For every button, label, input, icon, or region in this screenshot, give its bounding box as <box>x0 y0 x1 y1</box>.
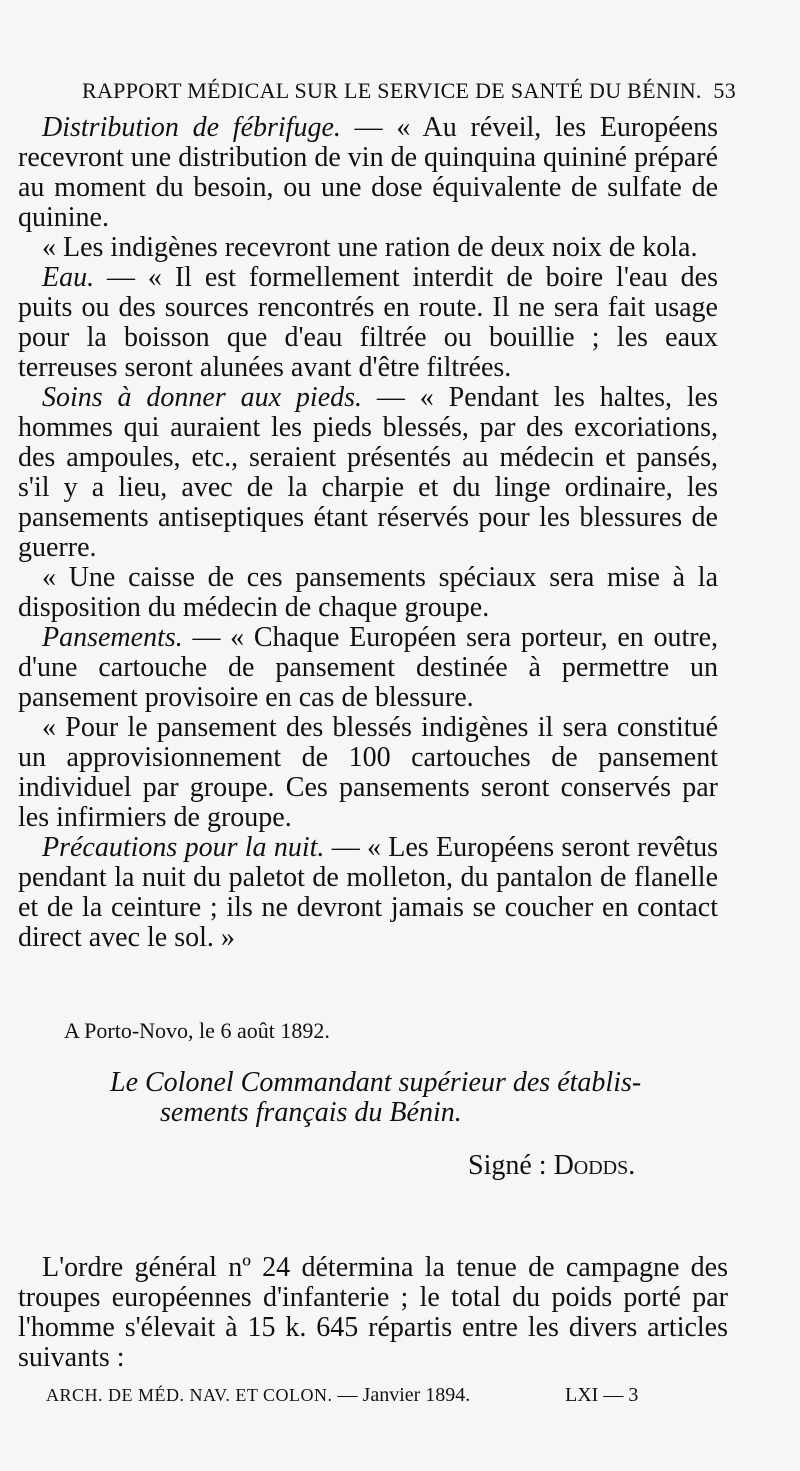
journal-name: ARCH. DE MÉD. NAV. ET COLON. <box>46 1385 333 1405</box>
paragraph <box>18 113 718 233</box>
paragraph <box>18 233 718 263</box>
paragraph <box>18 383 718 563</box>
page-footer <box>0 1384 800 1414</box>
paragraph-text: — « Il est formellement interdit de boire l'eau des puits ou des sources rencontrés en route. Il ne sera fait usage pour la boisson que d'eau filtrée ou bouillie ; les eaux terreuses seront alunées avant d'être filtrées. <box>18 262 718 383</box>
page-header <box>0 78 800 112</box>
paragraph <box>18 263 718 383</box>
paragraph-text: « Une caisse de ces pansements spéciaux sera mise à la disposition du médecin de chaque groupe. <box>18 562 718 623</box>
signed-name: Dodds. <box>553 1150 636 1181</box>
place-date: A Porto-Novo, le 6 août 1892. <box>64 1018 330 1043</box>
paragraph <box>18 623 718 713</box>
paragraph <box>18 563 718 623</box>
paragraph-text: — « Pendant les haltes, les hommes qui auraient les pieds blessés, par des excoriations, des ampoules, etc., seraient présentés au médecin et pansés, s'il y a lieu, avec de la charpie et du linge ordinaire, les pansements antiseptiques étant réservés pour les blessures de guerre. <box>18 382 718 563</box>
page-number: 53 <box>713 78 736 103</box>
paragraph-text: « Les indigènes recevront une ration de deux noix de kola. <box>42 232 698 263</box>
paragraph-text: — « Chaque Européen sera porteur, en outre, d'une cartouche de pansement destinée à permettre un pansement provisoire en cas de blessure. <box>18 622 718 713</box>
paragraph-heading: Distribution de fébrifuge. <box>42 112 341 143</box>
journal-issue: — Janvier 1894. <box>332 1384 471 1406</box>
footer-volume: LXI — 3 <box>565 1384 639 1406</box>
signature-line <box>468 1150 635 1182</box>
paragraph-text: — « Au réveil, les Européens recevront une distribution de vin de quinquina quininé préparé au moment du besoin, ou une dose équivalente de sulfate de quinine. <box>18 112 718 233</box>
signatory-title <box>110 1068 710 1128</box>
paragraph <box>18 833 718 953</box>
paragraph-heading: Pansements. <box>42 622 183 653</box>
paragraph-heading: Soins à donner aux pieds. <box>42 382 363 413</box>
paragraph-heading: Eau. <box>42 262 95 293</box>
signatory-title-line1: Le Colonel Commandant supérieur des établis- <box>110 1067 642 1098</box>
paragraph <box>18 713 718 833</box>
running-title: RAPPORT MÉDICAL SUR LE SERVICE DE SANTÉ DU BÉNIN. <box>82 78 702 103</box>
footer-journal <box>46 1384 470 1407</box>
order-section <box>18 1253 728 1373</box>
body-text <box>18 113 718 953</box>
signatory-title-line2: sements français du Bénin. <box>160 1097 462 1128</box>
signed-prefix: Signé : <box>468 1150 554 1181</box>
paragraph-text: — « Les Européens seront revêtus pendant la nuit du paletot de molleton, du pantalon de flanelle et de la ceinture ; ils ne devront jamais se coucher en contact direct avec le sol. » <box>18 832 719 953</box>
paragraph-heading: Précautions pour la nuit. <box>42 832 325 863</box>
paragraph-text: « Pour le pansement des blessés indigènes il sera constitué un approvisionnement de 100 cartouches de pansement individuel par groupe. Ces pansements seront conservés par les infirmiers de groupe. <box>18 712 718 833</box>
order-paragraph: L'ordre général nº 24 détermina la tenue de campagne des troupes européennes d'infanterie ; le total du poids porté par l'homme s'élevait à 15 k. 645 répartis entre les divers articles suivants : <box>18 1252 728 1373</box>
